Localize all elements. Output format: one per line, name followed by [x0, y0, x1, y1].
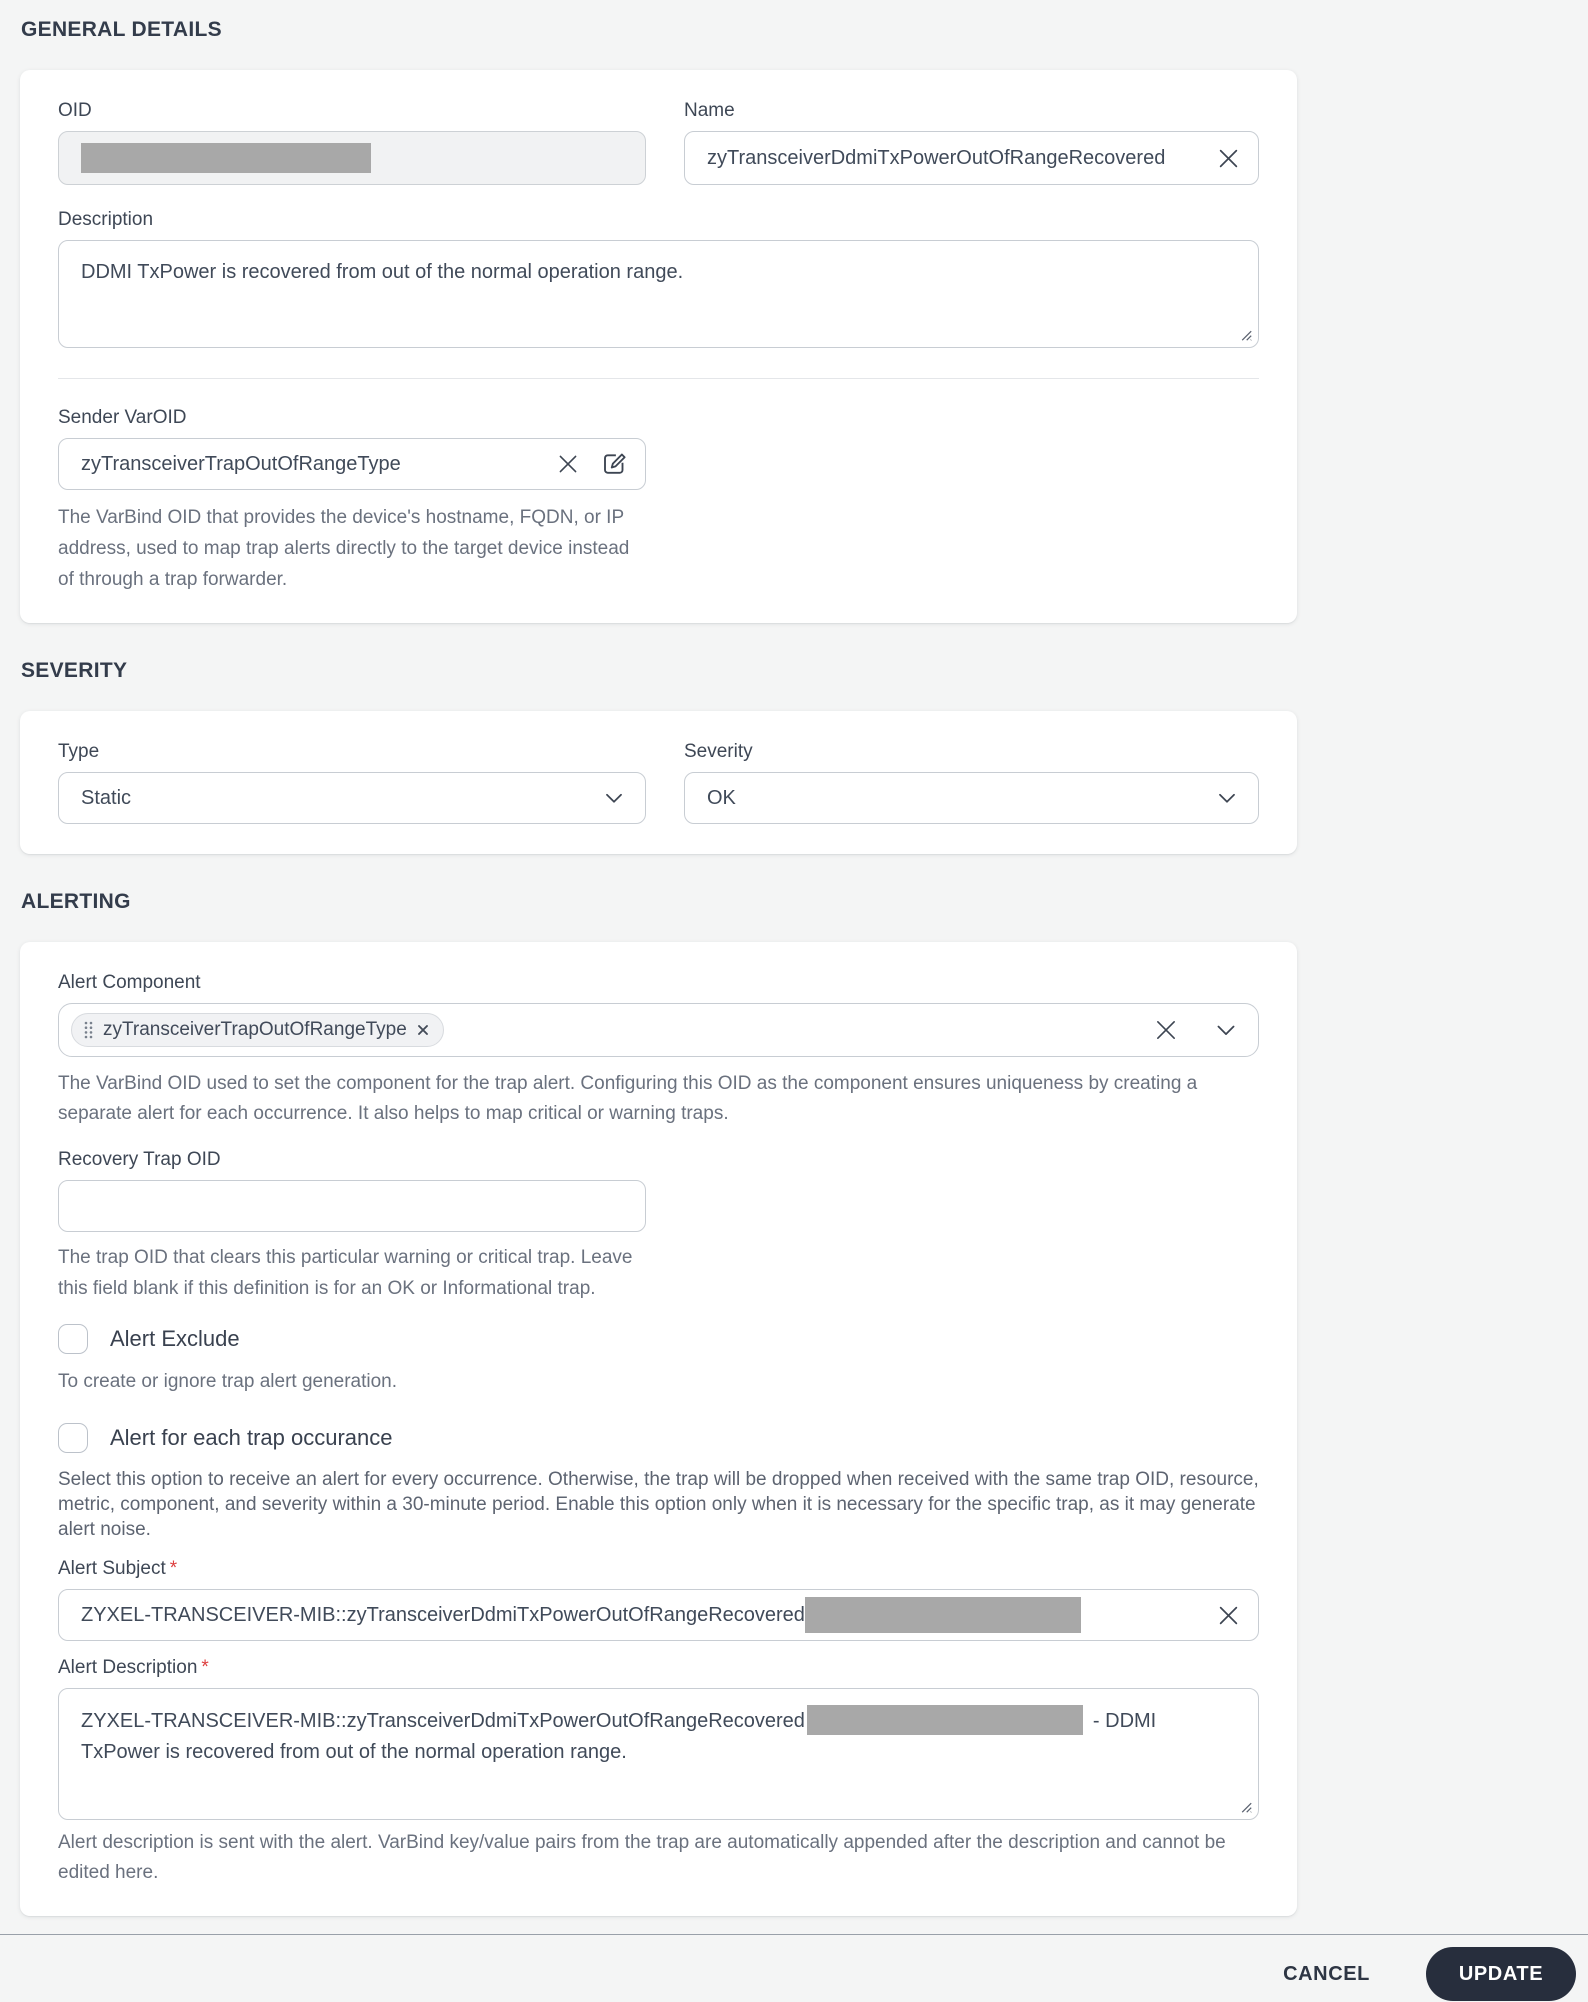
redacted-description-value — [807, 1705, 1083, 1735]
name-label: Name — [684, 100, 735, 121]
alert-subject-clear-icon[interactable] — [1215, 1602, 1242, 1629]
alert-component-chip[interactable] — [71, 1013, 444, 1047]
chevron-down-icon — [601, 785, 627, 811]
chevron-down-icon — [1214, 785, 1240, 811]
redacted-subject-value — [805, 1597, 1081, 1633]
description-value: DDMI TxPower is recovered from out of the normal operation range. — [81, 261, 684, 283]
alert-subject-input[interactable] — [58, 1589, 1259, 1641]
oid-label: OID — [58, 100, 92, 121]
resize-handle-icon[interactable] — [1235, 1796, 1253, 1814]
sender-varoid-label: Sender VarOID — [58, 407, 187, 428]
severity-value: OK — [707, 786, 736, 809]
recovery-trap-label: Recovery Trap OID — [58, 1149, 221, 1170]
alert-description-textarea[interactable] — [58, 1688, 1259, 1820]
general-details-card — [20, 70, 1297, 623]
recovery-trap-field-group — [58, 1149, 1259, 1304]
alert-exclude-help: To create or ignore trap alert generation. — [58, 1371, 398, 1392]
redacted-oid-value — [81, 143, 371, 173]
occurrence-row — [58, 1423, 1259, 1453]
sender-varoid-clear-icon[interactable] — [555, 451, 581, 477]
recovery-trap-input[interactable] — [58, 1180, 646, 1232]
alert-subject-label: Alert Subject * — [58, 1558, 178, 1579]
resize-handle-icon[interactable] — [1235, 324, 1253, 342]
alert-component-clear-icon[interactable] — [1152, 1016, 1180, 1044]
alert-exclude-label: Alert Exclude — [110, 1326, 240, 1351]
alert-subject-field-group — [58, 1558, 1259, 1641]
sender-varoid-input[interactable] — [58, 438, 646, 490]
description-label: Description — [58, 209, 154, 230]
severity-card — [20, 711, 1297, 854]
occurrence-help: Select this option to receive an alert for every occurrence. Otherwise, the trap will be dropped when received with the same trap OID, resource, metric, component, and severity within a 30-minute period. Enable this option only when it is necessary for the specific trap, as it may generate alert noise. — [58, 1469, 1259, 1540]
alert-description-field-group — [58, 1657, 1259, 1888]
alert-component-help: The VarBind OID used to set the component for the trap alert. Configuring this OID as the component ensures uniqueness by creating a separate alert for each occurrence. It also helps to map critical or warning traps. — [58, 1073, 1198, 1124]
name-value: zyTransceiverDdmiTxPowerOutOfRangeRecovered — [707, 146, 1166, 169]
description-textarea[interactable] — [58, 240, 1259, 348]
alerting-card — [20, 942, 1297, 1916]
name-field-group — [684, 100, 1259, 185]
drag-handle-icon[interactable] — [83, 1020, 94, 1040]
alert-description-label: Alert Description * — [58, 1657, 209, 1678]
recovery-trap-help: The trap OID that clears this particular warning or critical trap. Leave this field blank if this definition is for an OK or Informational trap. — [58, 1247, 633, 1299]
chip-remove-icon[interactable] — [416, 1023, 430, 1037]
oid-field-group — [58, 100, 646, 185]
alert-component-chip-label: zyTransceiverTrapOutOfRangeType — [103, 1019, 407, 1040]
alert-description-value-suffix: - DDMI TxPower is recovered from out of the normal operation range. — [81, 1710, 1157, 1763]
alert-component-label: Alert Component — [58, 972, 201, 993]
alerting-heading: ALERTING — [21, 890, 131, 913]
alert-exclude-checkbox[interactable] — [58, 1324, 88, 1354]
sender-varoid-value: zyTransceiverTrapOutOfRangeType — [81, 452, 401, 475]
description-field-group — [58, 209, 1259, 348]
alert-component-multiselect[interactable] — [58, 1003, 1259, 1057]
type-value: Static — [81, 786, 132, 809]
sender-varoid-edit-icon[interactable] — [599, 449, 629, 479]
alert-component-field-group — [58, 972, 1259, 1129]
required-asterisk: * — [169, 1558, 178, 1579]
alert-description-help: Alert description is sent with the alert. VarBind key/value pairs from the trap are automatically appended after the description and cannot be edited here. — [58, 1832, 1226, 1883]
severity-heading: SEVERITY — [21, 659, 128, 682]
alert-description-value-prefix: ZYXEL-TRANSCEIVER-MIB::zyTransceiverDdmiTxPowerOutOfRangeRecovered — [81, 1710, 805, 1732]
type-label: Type — [58, 741, 100, 762]
alert-subject-value: ZYXEL-TRANSCEIVER-MIB::zyTransceiverDdmiTxPowerOutOfRangeRecovered — [81, 1603, 805, 1626]
footer-actions — [0, 1935, 1588, 2001]
occurrence-label: Alert for each trap occurance — [110, 1425, 393, 1450]
card-divider — [58, 378, 1259, 379]
general-details-heading: GENERAL DETAILS — [21, 18, 222, 41]
alert-exclude-row — [58, 1324, 1259, 1354]
severity-label: Severity — [684, 741, 753, 762]
update-button[interactable]: UPDATE — [1426, 1947, 1576, 2001]
type-select[interactable] — [58, 772, 646, 824]
name-clear-icon[interactable] — [1215, 145, 1242, 172]
name-input[interactable] — [684, 131, 1259, 185]
sender-varoid-field-group — [58, 407, 1259, 595]
type-field-group — [58, 741, 646, 824]
severity-field-group — [684, 741, 1259, 824]
required-asterisk: * — [201, 1657, 209, 1678]
chevron-down-icon[interactable] — [1212, 1016, 1240, 1044]
cancel-button[interactable]: CANCEL — [1283, 1962, 1370, 1985]
occurrence-checkbox[interactable] — [58, 1423, 88, 1453]
sender-varoid-help: The VarBind OID that provides the device's hostname, FQDN, or IP address, used to map trap alerts directly to the target device instead of through a trap forwarder. — [58, 507, 630, 590]
severity-select[interactable] — [684, 772, 1259, 824]
oid-input — [58, 131, 646, 185]
